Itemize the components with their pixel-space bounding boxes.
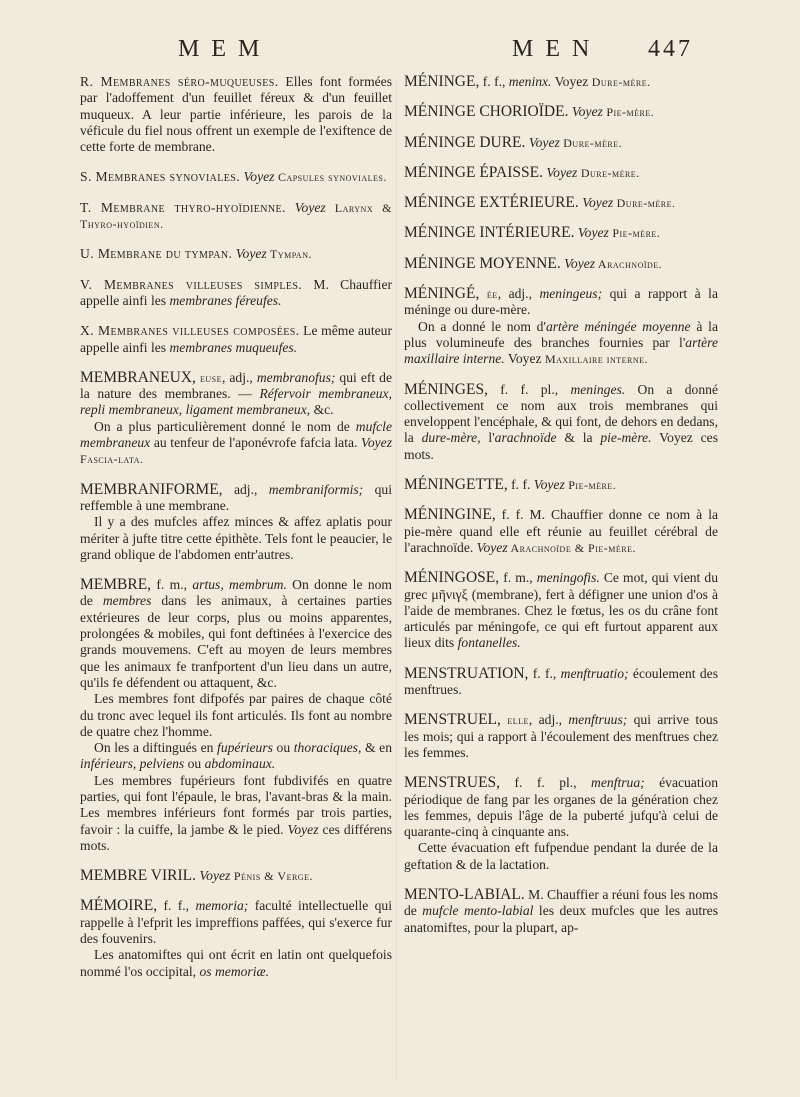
dictionary-entry xyxy=(80,277,392,310)
entry-text: Voyez xyxy=(235,246,267,262)
entry-paragraph xyxy=(404,135,718,151)
entry-text: Voyez xyxy=(243,169,275,185)
entry-headword: MÉNINGES, xyxy=(404,380,488,398)
entry-text: membraniformis; xyxy=(268,481,364,497)
entry-text: f. m., xyxy=(499,570,537,586)
entry-paragraph xyxy=(80,482,392,515)
entry-paragraph xyxy=(80,74,392,155)
entry-text: Voyez ces mots. xyxy=(404,430,718,462)
entry-text: Voyez xyxy=(199,868,231,884)
entry-text: f. m., xyxy=(151,577,193,593)
dictionary-entry xyxy=(80,323,392,356)
entry-headword: MÉMOIRE, xyxy=(80,897,158,915)
entry-paragraph xyxy=(80,200,392,233)
entry-text: os memoriæ. xyxy=(199,963,269,979)
page-number: 447 xyxy=(648,36,693,62)
dictionary-entry xyxy=(404,165,718,181)
entry-text: On donne le nom de xyxy=(80,577,392,609)
entry-headword: MENSTRUATION, xyxy=(404,664,529,682)
entry-text: , adj., xyxy=(528,712,569,728)
entry-text: f. f. xyxy=(507,477,534,493)
entry-paragraph xyxy=(404,319,718,368)
entry-text: menftruus; xyxy=(568,712,628,728)
entry-headword: MÉNINGOSE, xyxy=(404,569,500,587)
entry-headword: MENSTRUEL, xyxy=(404,711,501,729)
entry-headword: MÉNINGE CHORIOÏDE. xyxy=(404,103,569,121)
entry-headword: MÉNINGE INTÉRIEURE. xyxy=(404,224,575,242)
entry-headword: MÉNINGE ÉPAISSE. xyxy=(404,163,543,181)
entry-text: thoraciques, xyxy=(293,740,362,756)
entry-paragraph xyxy=(404,570,718,651)
dictionary-entry xyxy=(404,104,718,120)
entry-text: artère méningée moyenne xyxy=(545,318,691,334)
entry-text: écoulement des menftrues. xyxy=(404,665,718,698)
dictionary-entry xyxy=(80,246,392,262)
entry-text: adj., xyxy=(222,481,269,497)
entry-paragraph xyxy=(80,947,392,980)
entry-text: ou xyxy=(272,740,294,756)
entry-text: On les a diftingués en xyxy=(94,740,218,756)
right-column xyxy=(404,74,718,950)
entry-text: à la plus volumineufe des branches fournies par l' xyxy=(404,318,718,350)
entry-paragraph xyxy=(80,514,392,563)
entry-paragraph xyxy=(80,868,392,884)
entry-text: dans les animaux, à certaines parties extérieures de leur corps, plus ou moins apparentes, prolongées & mobiles, qui font deftinées à l'exercice des grands mouvemens. C'eft au moyen de leurs membres que les animaux fe tranfportent d'un lieu dans un autre, qu'ils fe défendent ou attaquent, &c. xyxy=(80,593,393,690)
dictionary-entry xyxy=(80,200,392,233)
dictionary-entry xyxy=(404,477,718,493)
entry-text: On a plus particulièrement donné le nom de xyxy=(94,418,356,434)
entry-text: Cette évacuation eft fufpendue pendant la durée de la geftation & de la lactation. xyxy=(404,840,718,872)
entry-text: Ce mot, qui vient du grec μῆνιγξ (membrane), fert à défigner une union d'os à l'aide de membranes. Chez le fœtus, les os du crâne font articulés par méningofe, ce qui eft furtout apparent aux lieux dits xyxy=(404,570,718,651)
entry-headword: MÉNINGÉ, xyxy=(404,285,480,303)
entry-text: elle xyxy=(500,713,529,728)
entry-headword: MEMBRANEUX, xyxy=(80,368,196,386)
entry-headword: MÉNINGE MOYENNE. xyxy=(404,254,561,272)
header-right: M E N xyxy=(512,36,593,62)
entry-text: inférieurs, pelviens xyxy=(80,756,185,772)
entry-text: f. f. pl., xyxy=(500,775,592,791)
entry-text: membranes féreufes. xyxy=(169,292,282,308)
entry-text: Voyez xyxy=(564,255,596,271)
entry-text: Maxillaire interne. xyxy=(544,352,648,367)
entry-paragraph xyxy=(404,382,718,463)
entry-paragraph xyxy=(80,419,392,468)
entry-text: Les membres font difpofés par paires de chaque côté du tronc avec lequel ils font articulés. Ils font au nombre de quatre chez l'homme. xyxy=(80,691,392,739)
entry-paragraph xyxy=(404,74,718,90)
entry-paragraph xyxy=(80,277,392,310)
entry-paragraph xyxy=(404,286,718,319)
entry-text: l' xyxy=(480,430,495,446)
entry-paragraph xyxy=(80,577,392,691)
entry-text: Voyez xyxy=(476,539,508,555)
column-gutter xyxy=(396,80,397,1080)
entry-paragraph xyxy=(404,887,718,936)
entry-headword: MÉNINGE DURE. xyxy=(404,133,526,151)
entry-text: f. f., xyxy=(157,898,196,914)
entry-text: Voyez xyxy=(571,104,603,120)
entry-text: meningofis. xyxy=(536,570,600,586)
header-left: M E M xyxy=(178,36,263,62)
entry-text: les deux mufcles que les autres anatomiftes, pour la plupart, ap- xyxy=(404,903,718,935)
entry-text: On a donné le nom d' xyxy=(418,318,546,334)
entry-text: Fascia-lata. xyxy=(80,452,144,467)
entry-text: ces différens mots. xyxy=(80,821,392,853)
entry-paragraph xyxy=(404,165,718,181)
dictionary-entry xyxy=(404,887,718,936)
entry-text: Le même auteur appelle ainfi les xyxy=(80,323,392,355)
entry-text: Voyez xyxy=(533,477,565,493)
entry-text: Voyez xyxy=(528,134,560,150)
entry-text: M. Chauffier appelle ainfi les xyxy=(80,276,392,308)
entry-text: Dure-mère. xyxy=(613,196,676,211)
entry-text: Pie-mère. xyxy=(564,478,617,493)
entry-paragraph xyxy=(80,898,392,947)
dictionary-entry xyxy=(404,712,718,761)
entry-headword: U. Membrane du tympan. xyxy=(80,246,233,262)
dictionary-entry xyxy=(80,868,392,884)
entry-text: Tympan. xyxy=(266,247,312,262)
entry-text: artus, membrum. xyxy=(192,577,287,593)
entry-text: memoria; xyxy=(195,898,249,914)
entry-headword: MENSTRUES, xyxy=(404,774,501,792)
entry-text: Elles font formées par l'adoffement d'un feuillet féreux & d'un feuillet muqueux. A leur partie inférieure, les parois de la véficule du fiel nous offrent un exemple de l'exiftence de cette forte de membrane. xyxy=(80,74,392,155)
entry-paragraph xyxy=(404,477,718,493)
entry-text: Les anatomiftes qui ont écrit en latin ont quelquefois nommé l'os occipital, xyxy=(80,947,392,979)
entry-text: Voyez xyxy=(361,435,392,451)
entry-paragraph xyxy=(80,323,392,356)
entry-text: Voyez xyxy=(287,821,319,837)
entry-paragraph xyxy=(80,370,392,419)
dictionary-entry xyxy=(404,286,718,367)
entry-text: qui eft de la nature des membranes. — xyxy=(80,369,393,402)
entry-paragraph xyxy=(80,169,392,185)
entry-text: au tenfeur de l'aponévrofe fafcia lata. xyxy=(150,435,362,451)
entry-text: qui a rapport à la méninge ou dure-mère. xyxy=(404,286,718,318)
entry-text: Voyez xyxy=(551,74,592,89)
entry-text: meninges. xyxy=(570,381,626,397)
entry-paragraph xyxy=(80,773,392,854)
entry-text: qui arrive tous les mois; qui a rapport à l'écoulement des menftrues chez les femmes. xyxy=(404,712,719,760)
entry-text: fontanelles. xyxy=(457,635,521,651)
entry-headword: R. Membranes séro-muqueuses. xyxy=(80,74,279,89)
entry-text: évacuation périodique de fang par les organes de la génération chez les femmes, depuis l'âge de la puberté jufqu'à celui de quarante-cinq à cinquante ans. xyxy=(404,775,718,840)
entry-text: membres xyxy=(102,593,152,609)
entry-text: & la xyxy=(556,430,601,446)
entry-paragraph xyxy=(404,840,718,873)
dictionary-entry xyxy=(404,507,718,556)
entry-headword: MÉNINGETTE, xyxy=(404,476,508,494)
dictionary-entry xyxy=(80,370,392,468)
entry-text: meninx. xyxy=(508,74,552,89)
entry-paragraph xyxy=(404,256,718,272)
dictionary-entry xyxy=(80,482,392,563)
dictionary-entry xyxy=(80,169,392,185)
entry-paragraph xyxy=(404,104,718,120)
entry-text: Voyez xyxy=(582,195,614,211)
entry-headword: T. Membrane thyro-hyoïdienne. xyxy=(80,199,286,215)
entry-text: Arachnoïde. xyxy=(595,256,663,271)
entry-text: membranofus; xyxy=(256,369,336,385)
dictionary-entry xyxy=(404,74,718,90)
dictionary-entry xyxy=(80,898,392,979)
entry-text: dure-mère, xyxy=(421,430,481,446)
entry-text: mufcle membraneux xyxy=(80,418,392,451)
left-column xyxy=(80,74,392,994)
entry-paragraph xyxy=(80,246,392,262)
entry-paragraph xyxy=(404,225,718,241)
entry-text: Réfervoir membraneux, repli membraneux, ligament membraneux, xyxy=(80,386,392,418)
entry-text: f. f., xyxy=(528,665,561,681)
entry-text: menftrua; xyxy=(591,775,645,791)
entry-text: On a donné collectivement ce nom aux trois membranes qui enveloppent l'encéphale, & qui font, de dehors en dedans, la xyxy=(404,381,718,446)
entry-text: Dure-mère. xyxy=(559,135,623,150)
dictionary-entry xyxy=(404,382,718,463)
entry-headword: V. Membranes villeuses simples. xyxy=(80,276,303,292)
entry-text: , adj., xyxy=(497,286,540,302)
entry-text: M. Chauffier a réuni fous les noms de xyxy=(404,886,718,919)
entry-text: Pénis & Verge. xyxy=(230,869,313,884)
entry-text: fupérieurs xyxy=(217,740,273,756)
dictionary-entry xyxy=(404,195,718,211)
entry-text: ou xyxy=(184,756,205,772)
entry-text: meningeus; xyxy=(539,286,603,302)
entry-paragraph xyxy=(80,740,392,773)
dictionary-entry xyxy=(404,666,718,699)
entry-text: mufcle mento-labial xyxy=(422,903,534,919)
entry-text: ée xyxy=(479,287,498,302)
entry-text: qui reffemble à une membrane. xyxy=(80,481,392,513)
entry-headword: S. Membranes synoviales. xyxy=(80,169,241,185)
entry-text: Larynx & Thyro-hyoïdien. xyxy=(80,200,392,232)
dictionary-entry xyxy=(404,135,718,151)
entry-text: f. f., xyxy=(479,74,509,89)
entry-text: artère maxillaire interne. xyxy=(404,334,718,367)
dictionary-entry xyxy=(80,577,392,854)
entry-headword: X. Membranes villeuses composées. xyxy=(80,323,300,339)
dictionary-entry xyxy=(404,256,718,272)
dictionary-entry xyxy=(80,74,392,155)
entry-text: Voyez xyxy=(546,164,578,180)
entry-paragraph xyxy=(404,712,718,761)
dictionary-entry xyxy=(404,225,718,241)
running-header xyxy=(0,36,800,66)
entry-text: Les membres fupérieurs font fubdivifés en quatre parties, qui font l'épaule, le bras, l'avant-bras & la main. Les membres inférieurs font formés par trois parties, favoir : la cuiffe, la jambe & le pied. xyxy=(80,772,392,837)
entry-text: abdominaux. xyxy=(204,756,276,772)
entry-paragraph xyxy=(404,775,718,840)
entry-text: Voyez xyxy=(294,199,326,215)
entry-text: Dure-mère. xyxy=(591,75,651,89)
entry-headword: MÉNINGE EXTÉRIEURE. xyxy=(404,194,579,212)
entry-paragraph xyxy=(404,666,718,699)
dictionary-entry xyxy=(404,775,718,873)
entry-paragraph xyxy=(80,691,392,740)
entry-text xyxy=(286,200,295,215)
entry-text: menftruatio; xyxy=(560,665,629,681)
entry-headword: MÉNINGE, xyxy=(404,73,480,90)
entry-text: faculté intellectuelle qui rappelle à l'efprit les impreffions paffées, qui s'exerce fur des fouvenirs. xyxy=(80,898,392,947)
entry-headword: MEMBRE, xyxy=(80,576,152,594)
entry-text: Voyez xyxy=(504,351,545,367)
entry-text: pie-mère. xyxy=(600,430,652,446)
entry-text: &c. xyxy=(310,402,334,418)
entry-text: Arachnoïde & Pie-mère. xyxy=(507,540,636,555)
entry-headword: MÉNINGINE, xyxy=(404,506,496,524)
entry-text: Capsules synoviales. xyxy=(274,170,387,185)
dictionary-entry xyxy=(404,570,718,651)
entry-headword: MEMBRE VIRIL. xyxy=(80,867,196,885)
entry-text: Pie-mère. xyxy=(608,226,661,241)
entry-text: arachnoïde xyxy=(494,430,557,446)
entry-text: euse xyxy=(195,370,222,385)
entry-text: f. f. pl., xyxy=(487,381,571,397)
entry-text: , adj., xyxy=(221,369,257,385)
entry-text: Il y a des mufcles affez minces & affez aplatis pour mériter à jufte titre cette épithète. Tels font le peaucier, le grand oblique de l'abdomen entr'autres. xyxy=(80,514,392,562)
entry-text: f. f. M. Chauffier donne ce nom à la pie-mère quand elle eft réunie au feuillet cérébral de l'arachnoïde. xyxy=(404,507,718,555)
entry-headword: MENTO-LABIAL. xyxy=(404,885,525,903)
entry-paragraph xyxy=(404,195,718,211)
entry-headword: MEMBRANIFORME, xyxy=(80,480,223,498)
entry-text: Voyez xyxy=(577,225,609,241)
entry-text: Dure-mère. xyxy=(577,165,640,180)
entry-text: Pie-mère. xyxy=(602,105,655,120)
entry-paragraph xyxy=(404,507,718,556)
entry-text: membranes muqueufes. xyxy=(169,339,298,355)
entry-text: & en xyxy=(361,740,392,756)
